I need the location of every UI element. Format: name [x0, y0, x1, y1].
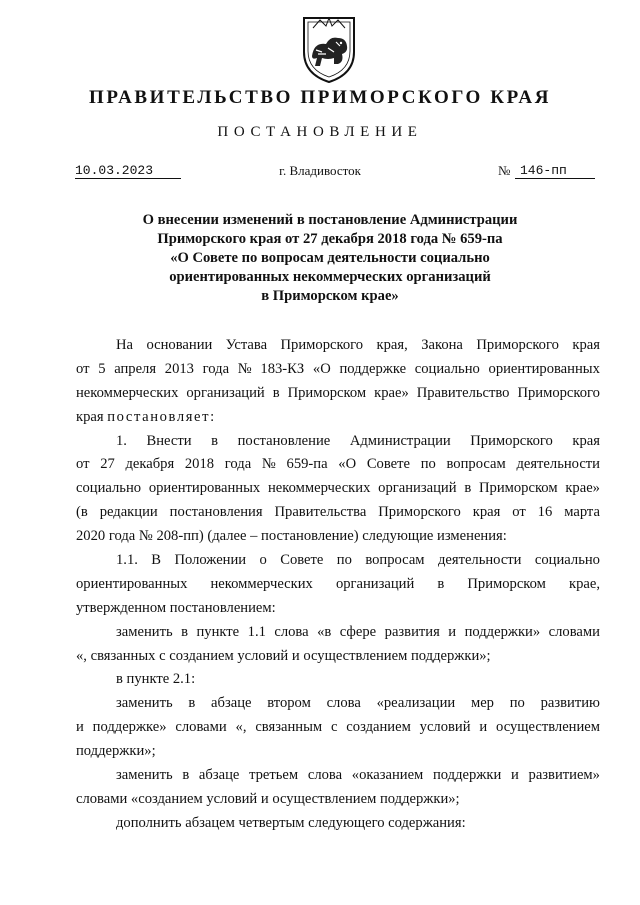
body-word: Положении [174, 552, 247, 569]
body-word: некоммерческих [210, 575, 313, 592]
body-word: 5 [98, 360, 106, 377]
body-word: 183-КЗ [260, 360, 305, 377]
body-word: Правительства [274, 504, 367, 521]
document-city: г. Владивосток [279, 163, 361, 178]
body-word: заменить [116, 767, 173, 784]
body-word: края [472, 504, 501, 521]
body-word: пункте [196, 623, 240, 640]
body-word: декабря [125, 456, 175, 473]
body-word: поддержке» [92, 719, 167, 736]
body-word: марта [564, 504, 600, 521]
body-word: Правительство [416, 384, 510, 401]
body-line [76, 406, 600, 430]
body-word: развитию [540, 695, 600, 712]
body-line [76, 358, 600, 382]
body-word: мер [470, 695, 494, 712]
body-line [76, 621, 600, 645]
body-word: Приморского [470, 432, 553, 449]
body-line: в пункте 2.1: [116, 671, 196, 688]
body-word: года [224, 456, 252, 473]
body-word: социально [534, 552, 600, 569]
body-word: словами [175, 719, 227, 736]
body-word: края [572, 337, 600, 353]
body-line: 2020 года № 208-пп) (далее – постановление) следующие изменения: [76, 528, 507, 545]
body-word: организаций [378, 480, 457, 497]
number-sign: № [498, 163, 511, 178]
body-word: в [182, 767, 190, 784]
body-line [76, 453, 600, 477]
decree-word: постановляет: [107, 408, 216, 425]
body-word: организаций [335, 575, 415, 592]
body-word: втором [267, 695, 311, 712]
document-date: 10.03.2023 [75, 163, 181, 179]
body-word: 16 [537, 504, 553, 521]
body-line: «, связанных с созданием условий и осуществлением поддержки»; [76, 647, 491, 664]
body-word: деятельности [516, 456, 600, 473]
body-word: некоммерческих [267, 480, 371, 497]
body-line [76, 692, 600, 716]
body-word: ориентированных [488, 360, 600, 377]
body-word: На [116, 337, 134, 353]
body-word: по [336, 552, 352, 569]
document-type: ПОСТАНОВЛЕНИЕ [217, 124, 423, 140]
body-word: «в [317, 623, 332, 640]
body-word: № [261, 456, 276, 473]
body-word: года [202, 360, 230, 377]
body-word: вопросам [446, 456, 506, 473]
body-word: крае, [569, 575, 600, 592]
body-word: крае» [374, 384, 409, 401]
body-word: (в [76, 504, 88, 521]
document-number: 146-пп [515, 163, 595, 179]
body-word: В [151, 552, 162, 569]
body-word: организаций [186, 384, 265, 401]
body-word: «, [235, 719, 247, 736]
body-word: и [479, 719, 488, 736]
body-line [76, 382, 600, 406]
body-word: апреля [114, 360, 157, 377]
body-word: Совете [280, 552, 324, 569]
document-body [76, 334, 600, 836]
body-word: основании [146, 337, 213, 353]
body-word: в [464, 480, 472, 497]
body-line [76, 573, 600, 597]
body-line [76, 334, 600, 358]
body-word: Администрации [349, 432, 451, 449]
body-word: о [259, 552, 267, 569]
body-line [76, 430, 600, 454]
body-word: созданием [346, 719, 411, 736]
body-word: слова [326, 695, 361, 712]
body-word: третьем [249, 767, 299, 784]
body-word: осуществлением [496, 719, 600, 736]
body-word: Совете [366, 456, 410, 473]
body-word: слова [307, 767, 343, 784]
body-word: условий [419, 719, 471, 736]
body-word: и [448, 623, 457, 640]
body-word: в [211, 432, 219, 449]
body-word: и [511, 767, 519, 784]
body-word: 2013 [164, 360, 194, 377]
body-word: вопросам [365, 552, 425, 569]
body-word: абзаце [211, 695, 252, 712]
body-word: Приморском [479, 480, 558, 497]
body-word: и [76, 719, 84, 736]
body-word: Закона [421, 337, 463, 353]
body-word: заменить [116, 623, 173, 640]
body-line [76, 477, 600, 501]
body-word: в [181, 623, 188, 640]
body-word: Приморском [467, 575, 546, 592]
body-word: по [509, 695, 525, 712]
body-word: социально [76, 480, 142, 497]
body-word: абзаце [198, 767, 240, 784]
body-word: деятельности [437, 552, 522, 569]
body-word: по [420, 456, 436, 473]
document-heading [80, 211, 580, 306]
body-word: с [330, 719, 338, 736]
body-word: развитием» [528, 767, 600, 784]
body-word: 1.1. [116, 552, 138, 569]
body-word: крае» [565, 480, 600, 497]
heading-line: О внесении изменений в постановление Администрации [142, 212, 518, 228]
government-title: ПРАВИТЕЛЬСТВО ПРИМОРСКОГО КРАЯ [88, 87, 552, 108]
body-word: связанным [255, 719, 323, 736]
body-word: в [272, 384, 280, 401]
body-word: социально [414, 360, 480, 377]
body-word: Внести [146, 432, 192, 449]
body-line: словами «созданием условий и осуществлением поддержки»; [76, 790, 460, 807]
body-word: Устава [225, 337, 268, 353]
heading-line: «О Совете по вопросам деятельности социально [170, 250, 490, 266]
body-word: 27 [100, 456, 115, 473]
body-word: поддержке [339, 360, 407, 377]
body-word: «оказанием [351, 767, 424, 784]
body-word: края, [376, 337, 408, 353]
body-word: № [237, 360, 252, 377]
body-word: от [512, 504, 526, 521]
body-line [76, 501, 600, 525]
body-word: от [76, 456, 90, 473]
body-word: «О [312, 360, 331, 377]
body-word: поддержки» [464, 623, 541, 640]
body-word: в [188, 695, 196, 712]
body-word: редакции [99, 504, 158, 521]
body-word: Приморском [287, 384, 367, 401]
heading-line: ориентированных некоммерческих организаций [169, 269, 491, 285]
heading-line: в Приморском крае» [261, 288, 399, 304]
body-word: края [572, 432, 600, 449]
body-word: развития [384, 623, 440, 640]
body-word: 1.1 [247, 623, 266, 640]
body-line [76, 549, 600, 573]
body-word: сфере [339, 623, 377, 640]
body-word: Приморского [476, 337, 559, 353]
body-line [76, 716, 600, 740]
coat-of-arms-emblem [300, 12, 358, 84]
body-word: некоммерческих [76, 384, 179, 401]
body-word: словами [548, 623, 600, 640]
body-word: постановления [169, 504, 263, 521]
body-word: слова [274, 623, 309, 640]
body-line: поддержки»; [76, 743, 156, 760]
body-word: ориентированных [76, 575, 188, 592]
body-word: 1. [116, 432, 127, 449]
body-word: «реализации [376, 695, 456, 712]
body-word: 2018 [184, 456, 215, 473]
body-word: Приморского [280, 337, 364, 353]
body-word: «О [338, 456, 357, 473]
body-word: постановление [237, 432, 331, 449]
body-word: ориентированных [148, 480, 261, 497]
body-word: заменить [116, 695, 173, 712]
body-line: дополнить абзацем четвертым следующего содержания: [116, 814, 466, 831]
body-word: Приморского [517, 384, 600, 401]
body-text: края [76, 408, 108, 425]
body-word: в [437, 575, 445, 592]
body-word: Приморского [378, 504, 461, 521]
body-line: утвержденном постановлением: [76, 599, 276, 616]
body-word: от [76, 360, 90, 377]
body-word: поддержки [433, 767, 502, 784]
body-line [76, 764, 600, 788]
body-word: 659-па [286, 456, 328, 473]
heading-line: Приморского края от 27 декабря 2018 года № 659-па [157, 231, 503, 247]
